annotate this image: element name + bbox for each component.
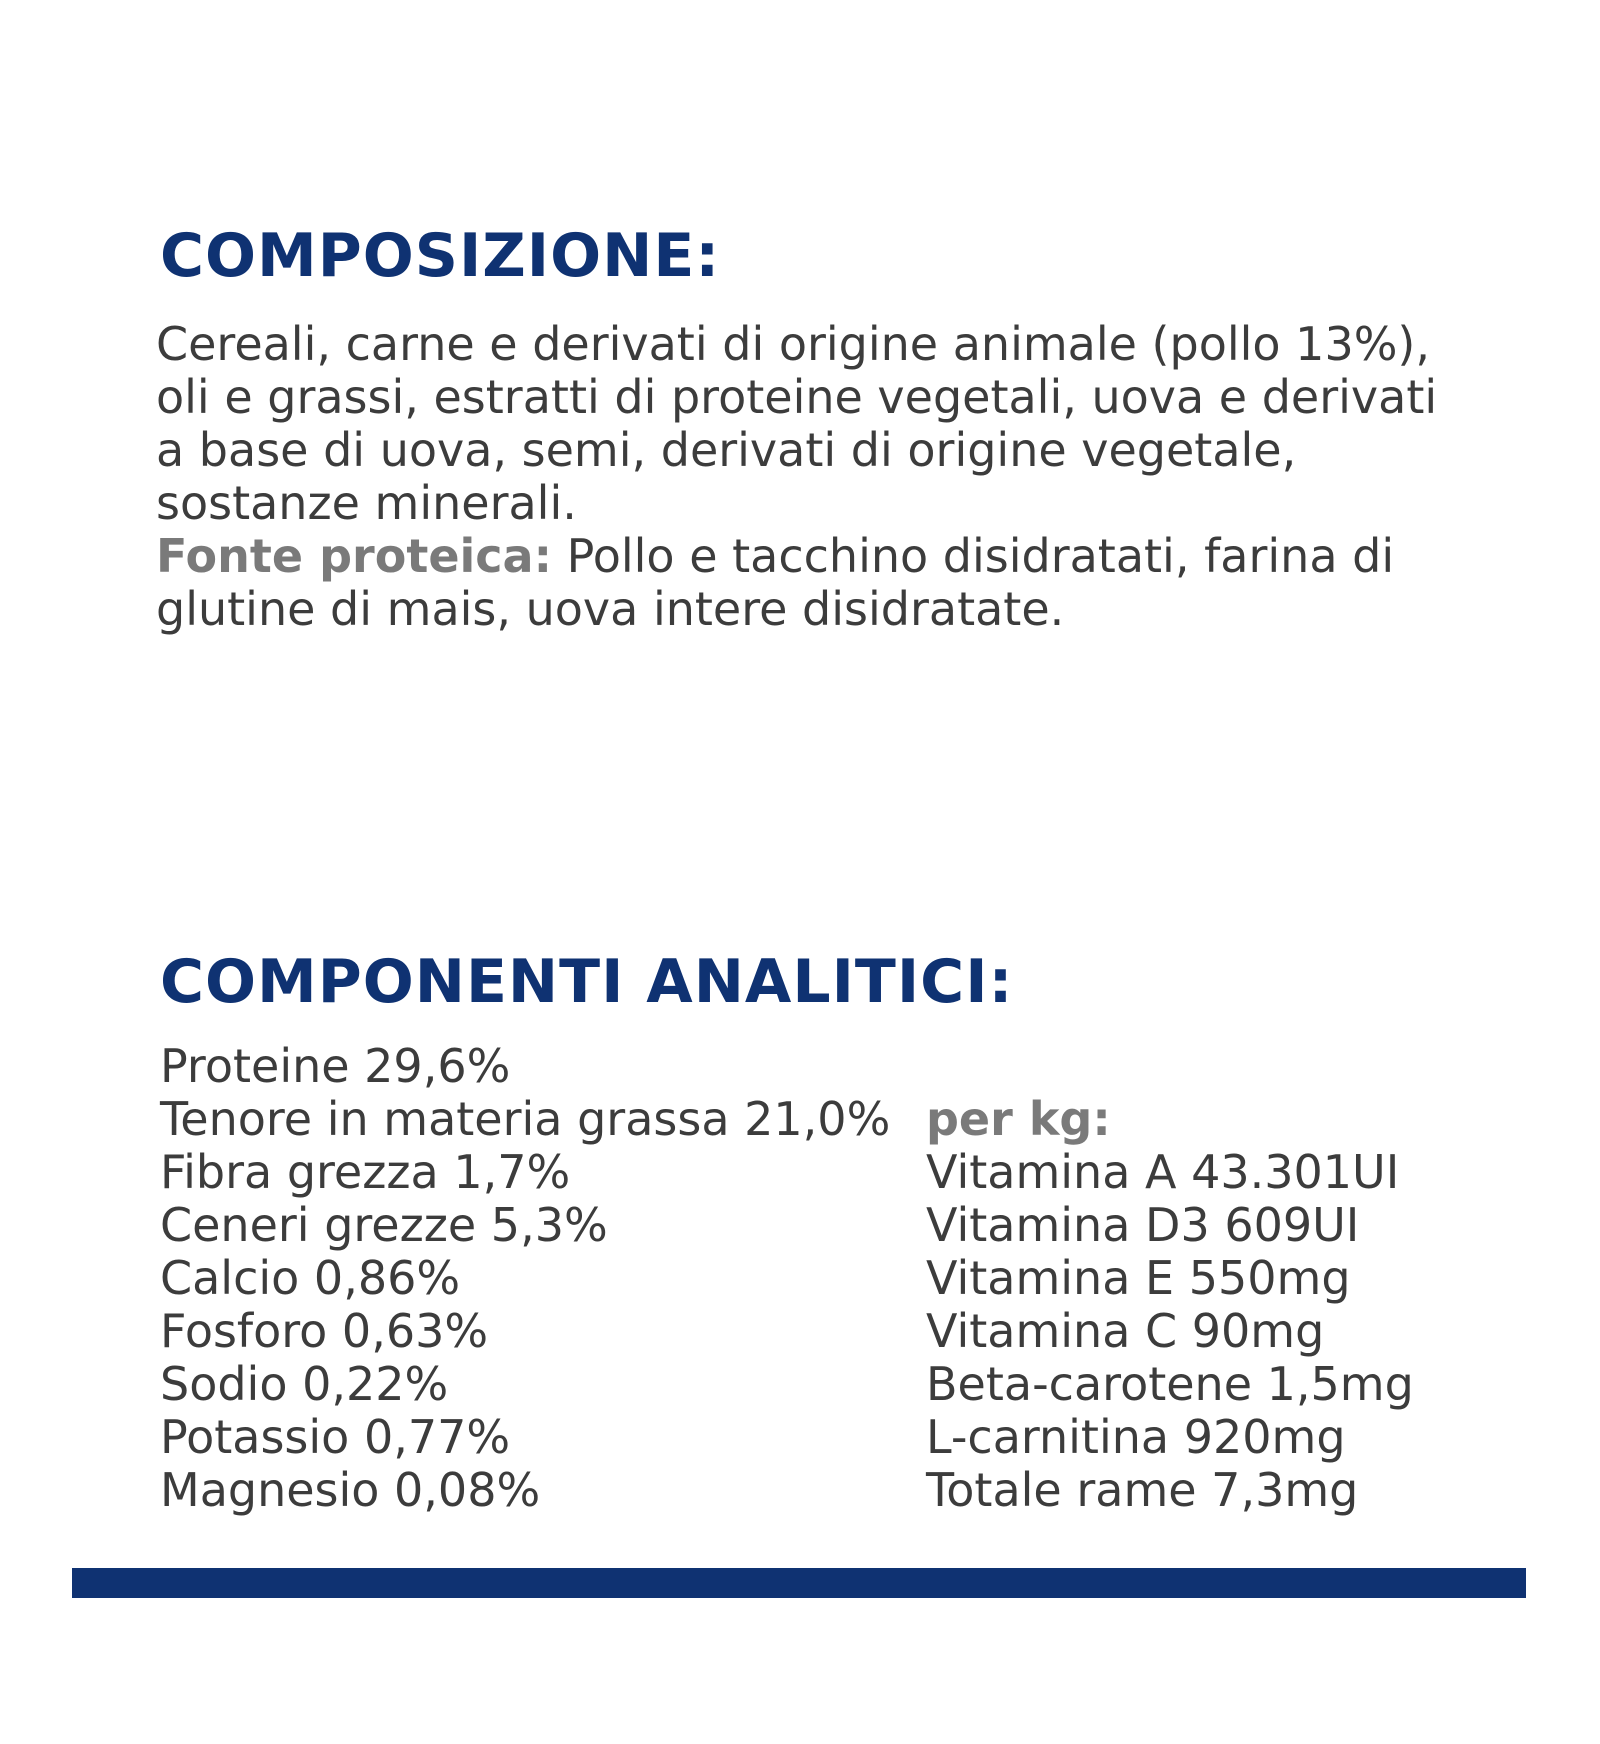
list-item: L-carnitina 920mg — [926, 1410, 1346, 1464]
protein-source-text: Pollo e tacchino disidratati, farina di glutine di mais, uova intere disidratate. — [156, 529, 1395, 636]
composition-body: Cereali, carne e derivati di origine animale (pollo 13%), oli e grassi, estratti di proteine vegetali, uova e derivati a base di uova, semi, derivati di origine vegetale, sostanze minerali. — [156, 317, 1438, 530]
list-item: Vitamina A 43.301UI — [926, 1145, 1400, 1199]
protein-source — [156, 530, 1456, 636]
analytical-list-right — [926, 1093, 1414, 1517]
bottom-divider-bar — [72, 1568, 1526, 1598]
list-item: Tenore in materia grassa 21,0% — [160, 1092, 891, 1146]
list-item: Totale rame 7,3mg — [926, 1463, 1359, 1517]
list-item: Sodio 0,22% — [160, 1357, 449, 1411]
list-item: Calcio 0,86% — [160, 1251, 461, 1305]
composition-text — [156, 318, 1456, 636]
list-item: Ceneri grezze 5,3% — [160, 1198, 608, 1252]
list-item: Fosforo 0,63% — [160, 1304, 489, 1358]
protein-source-label: Fonte proteica: — [156, 529, 552, 583]
list-item: Magnesio 0,08% — [160, 1463, 541, 1517]
per-kg-label: per kg: — [926, 1092, 1111, 1146]
list-item: Fibra grezza 1,7% — [160, 1145, 571, 1199]
list-item: Vitamina E 550mg — [926, 1251, 1351, 1305]
composition-heading: COMPOSIZIONE: — [160, 221, 721, 291]
list-item: Vitamina D3 609UI — [926, 1198, 1360, 1252]
list-item: Beta-carotene 1,5mg — [926, 1357, 1414, 1411]
analytical-list-left — [160, 1040, 890, 1517]
list-item: Proteine 29,6% — [160, 1039, 511, 1093]
list-item: Vitamina C 90mg — [926, 1304, 1325, 1358]
analytical-heading: COMPONENTI ANALITICI: — [160, 947, 1014, 1017]
list-item: Potassio 0,77% — [160, 1410, 511, 1464]
